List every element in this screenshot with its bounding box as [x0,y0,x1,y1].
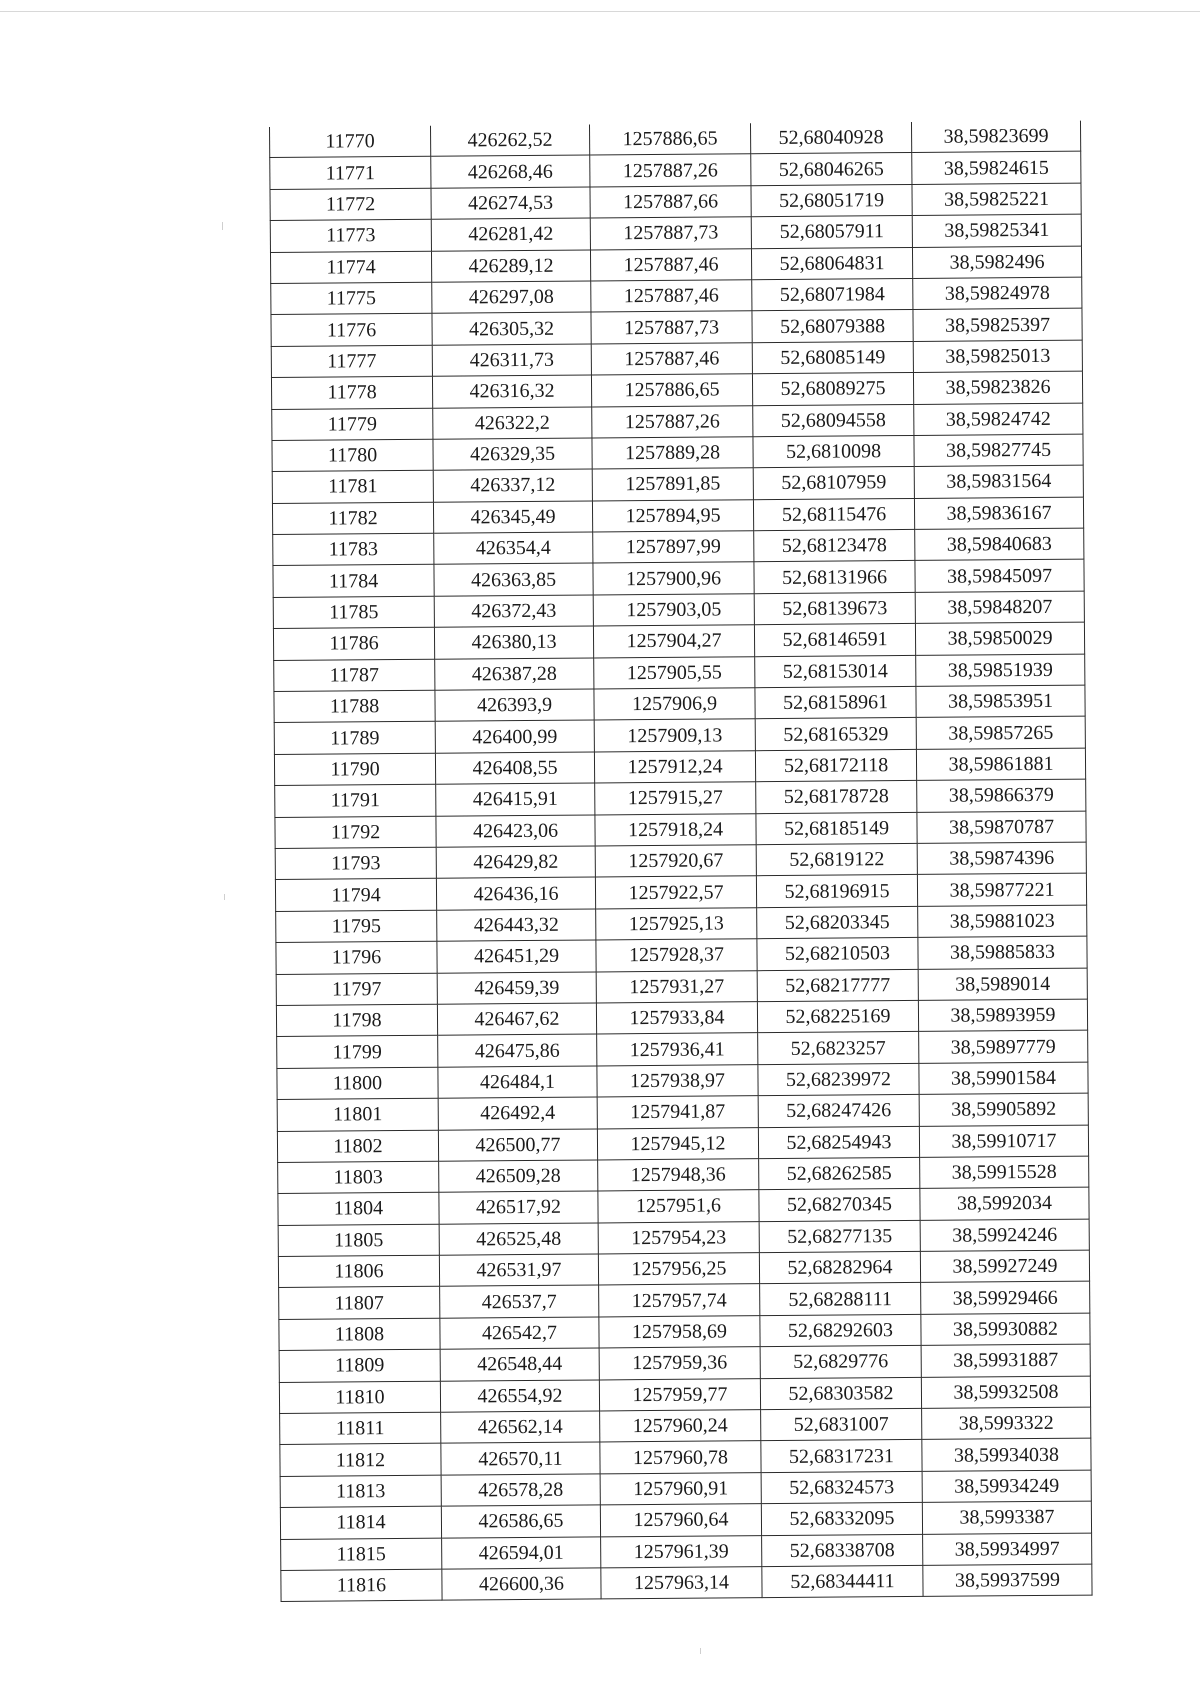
y-coordinate-cell: 1257958,69 [599,1316,760,1349]
point-number-cell: 11800 [277,1067,438,1100]
latitude-cell: 52,68203345 [757,906,918,939]
latitude-cell: 52,68165329 [755,718,916,751]
y-coordinate-cell: 1257909,13 [594,719,755,752]
x-coordinate-cell: 426562,14 [441,1411,600,1444]
longitude-cell: 38,59823826 [913,371,1082,404]
point-number-cell: 11770 [269,126,430,158]
longitude-cell: 38,59825397 [913,308,1082,341]
x-coordinate-cell: 426387,28 [435,658,594,691]
latitude-cell: 52,68131966 [754,561,915,594]
longitude-cell: 38,59825013 [913,340,1082,373]
latitude-cell: 52,68277135 [759,1220,920,1253]
point-number-cell: 11802 [277,1130,438,1163]
latitude-cell: 52,68338708 [762,1534,923,1567]
latitude-cell: 52,6829776 [760,1346,921,1379]
y-coordinate-cell: 1257886,65 [591,374,752,407]
y-coordinate-cell: 1257954,23 [598,1221,759,1254]
latitude-cell: 52,68085149 [752,341,913,374]
x-coordinate-cell: 426459,39 [437,972,596,1005]
point-number-cell: 11777 [271,345,432,378]
y-coordinate-cell: 1257904,27 [593,625,754,658]
latitude-cell: 52,68172118 [755,749,916,782]
scan-speck [224,894,225,900]
latitude-cell: 52,68282964 [759,1251,920,1284]
longitude-cell: 38,59825341 [912,214,1081,247]
y-coordinate-cell: 1257915,27 [595,782,756,815]
latitude-cell: 52,68185149 [756,812,917,845]
latitude-cell: 52,68115476 [753,498,914,531]
y-coordinate-cell: 1257887,66 [590,185,751,218]
point-number-cell: 11793 [275,847,436,880]
point-number-cell: 11792 [275,816,436,849]
point-number-cell: 11791 [275,784,436,817]
y-coordinate-cell: 1257956,25 [598,1253,759,1286]
point-number-cell: 11798 [276,1004,437,1037]
longitude-cell: 38,59857265 [916,717,1085,750]
longitude-cell: 38,59824742 [914,403,1083,436]
point-number-cell: 11809 [279,1349,440,1382]
latitude-cell: 52,6810098 [753,435,914,468]
latitude-cell: 52,68040928 [750,122,911,154]
longitude-cell: 38,5993322 [922,1407,1091,1440]
coordinates-table-body [269,121,1092,1602]
point-number-cell: 11788 [274,690,435,723]
latitude-cell: 52,68247426 [758,1095,919,1128]
longitude-cell: 38,59824978 [913,277,1082,310]
y-coordinate-cell: 1257912,24 [594,751,755,784]
longitude-cell: 38,59905892 [919,1093,1088,1126]
point-number-cell: 11784 [273,565,434,598]
y-coordinate-cell: 1257928,37 [596,939,757,972]
latitude-cell: 52,68139673 [754,592,915,625]
point-number-cell: 11781 [272,471,433,504]
point-number-cell: 11803 [278,1161,439,1194]
y-coordinate-cell: 1257941,87 [597,1096,758,1129]
longitude-cell: 38,59850029 [915,622,1084,655]
latitude-cell: 52,68178728 [756,781,917,814]
x-coordinate-cell: 426517,92 [439,1191,598,1224]
table-row [281,1564,1092,1602]
latitude-cell: 52,68217777 [757,969,918,1002]
latitude-cell: 52,68317231 [761,1440,922,1473]
x-coordinate-cell: 426542,7 [440,1317,599,1350]
latitude-cell: 52,68057911 [751,216,912,249]
longitude-cell: 38,59929466 [921,1282,1090,1315]
x-coordinate-cell: 426492,4 [438,1097,597,1130]
latitude-cell: 52,68254943 [758,1126,919,1159]
x-coordinate-cell: 426400,99 [435,720,594,753]
point-number-cell: 11790 [274,753,435,786]
point-number-cell: 11805 [278,1224,439,1257]
latitude-cell: 52,68094558 [753,404,914,437]
y-coordinate-cell: 1257887,26 [590,154,751,187]
latitude-cell: 52,68344411 [762,1565,923,1598]
longitude-cell: 38,59827745 [914,434,1083,467]
y-coordinate-cell: 1257922,57 [595,876,756,909]
point-number-cell: 11797 [276,973,437,1006]
x-coordinate-cell: 426329,35 [433,438,592,471]
latitude-cell: 52,68270345 [759,1189,920,1222]
point-number-cell: 11773 [270,219,431,252]
y-coordinate-cell: 1257897,99 [593,531,754,564]
latitude-cell: 52,6819122 [756,843,917,876]
x-coordinate-cell: 426408,55 [435,752,594,785]
x-coordinate-cell: 426423,06 [436,815,595,848]
latitude-cell: 52,68123478 [754,530,915,563]
latitude-cell: 52,68153014 [755,655,916,688]
point-number-cell: 11789 [274,722,435,755]
latitude-cell: 52,6831007 [761,1408,922,1441]
y-coordinate-cell: 1257963,14 [601,1567,762,1600]
point-number-cell: 11778 [271,376,432,409]
point-number-cell: 11801 [277,1098,438,1131]
y-coordinate-cell: 1257889,28 [592,437,753,470]
x-coordinate-cell: 426443,32 [437,909,596,942]
x-coordinate-cell: 426578,28 [441,1474,600,1507]
latitude-cell: 52,68089275 [752,373,913,406]
y-coordinate-cell: 1257887,46 [591,280,752,313]
longitude-cell: 38,59824615 [912,152,1081,185]
x-coordinate-cell: 426500,77 [438,1128,597,1161]
x-coordinate-cell: 426594,01 [442,1537,601,1570]
longitude-cell: 38,5989014 [918,968,1087,1001]
latitude-cell: 52,68332095 [761,1503,922,1536]
latitude-cell: 52,68288111 [760,1283,921,1316]
longitude-cell: 38,59866379 [917,779,1086,812]
y-coordinate-cell: 1257887,46 [591,342,752,375]
y-coordinate-cell: 1257906,9 [594,688,755,721]
x-coordinate-cell: 426554,92 [440,1380,599,1413]
longitude-cell: 38,59924246 [920,1219,1089,1252]
point-number-cell: 11771 [270,157,431,190]
point-number-cell: 11772 [270,188,431,221]
point-number-cell: 11780 [272,439,433,472]
longitude-cell: 38,59910717 [919,1125,1088,1158]
latitude-cell: 52,68158961 [755,686,916,719]
point-number-cell: 11816 [281,1569,442,1602]
y-coordinate-cell: 1257887,73 [591,311,752,344]
longitude-cell: 38,59937599 [923,1564,1092,1597]
point-number-cell: 11808 [279,1318,440,1351]
longitude-cell: 38,59893959 [918,999,1087,1032]
x-coordinate-cell: 426372,43 [434,595,593,628]
x-coordinate-cell: 426297,08 [432,281,591,314]
point-number-cell: 11774 [270,251,431,284]
longitude-cell: 38,59853951 [916,685,1085,718]
y-coordinate-cell: 1257960,24 [600,1410,761,1443]
y-coordinate-cell: 1257903,05 [593,594,754,627]
longitude-cell: 38,59823699 [911,121,1080,153]
longitude-cell: 38,59836167 [914,497,1083,530]
x-coordinate-cell: 426262,52 [430,124,589,156]
longitude-cell: 38,59885833 [918,936,1087,969]
latitude-cell: 52,68225169 [757,1000,918,1033]
longitude-cell: 38,59881023 [918,905,1087,938]
scan-speck [222,222,223,230]
longitude-cell: 38,5982496 [912,246,1081,279]
y-coordinate-cell: 1257900,96 [593,562,754,595]
longitude-cell: 38,59934997 [923,1533,1092,1566]
longitude-cell: 38,59848207 [915,591,1084,624]
y-coordinate-cell: 1257891,85 [592,468,753,501]
point-number-cell: 11794 [275,879,436,912]
y-coordinate-cell: 1257933,84 [596,1002,757,1035]
y-coordinate-cell: 1257894,95 [592,499,753,532]
y-coordinate-cell: 1257886,65 [589,123,750,155]
point-number-cell: 11787 [274,659,435,692]
y-coordinate-cell: 1257887,46 [590,248,751,281]
longitude-cell: 38,59901584 [919,1062,1088,1095]
point-number-cell: 11812 [280,1444,441,1477]
point-number-cell: 11779 [272,408,433,441]
y-coordinate-cell: 1257951,6 [598,1190,759,1223]
scan-speck [700,1648,701,1654]
point-number-cell: 11807 [279,1287,440,1320]
x-coordinate-cell: 426322,2 [433,406,592,439]
longitude-cell: 38,59927249 [920,1250,1089,1283]
point-number-cell: 11786 [273,627,434,660]
longitude-cell: 38,5992034 [920,1187,1089,1220]
y-coordinate-cell: 1257960,91 [600,1472,761,1505]
longitude-cell: 38,59825221 [912,183,1081,216]
point-number-cell: 11804 [278,1192,439,1225]
y-coordinate-cell: 1257960,78 [600,1441,761,1474]
point-number-cell: 11785 [273,596,434,629]
latitude-cell: 52,68292603 [760,1314,921,1347]
longitude-cell: 38,59851939 [916,654,1085,687]
latitude-cell: 52,68051719 [751,184,912,217]
point-number-cell: 11811 [280,1412,441,1445]
y-coordinate-cell: 1257945,12 [597,1127,758,1160]
x-coordinate-cell: 426316,32 [432,375,591,408]
point-number-cell: 11799 [277,1036,438,1069]
x-coordinate-cell: 426531,97 [439,1254,598,1287]
y-coordinate-cell: 1257918,24 [595,813,756,846]
point-number-cell: 11795 [276,910,437,943]
longitude-cell: 38,59931887 [921,1344,1090,1377]
x-coordinate-cell: 426509,28 [439,1160,598,1193]
y-coordinate-cell: 1257936,41 [597,1033,758,1066]
longitude-cell: 38,59831564 [914,465,1083,498]
point-number-cell: 11783 [273,533,434,566]
x-coordinate-cell: 426484,1 [438,1066,597,1099]
x-coordinate-cell: 426415,91 [436,783,595,816]
latitude-cell: 52,68210503 [757,938,918,971]
latitude-cell: 52,68239972 [758,1063,919,1096]
longitude-cell: 38,59932508 [921,1376,1090,1409]
point-number-cell: 11782 [272,502,433,535]
y-coordinate-cell: 1257938,97 [597,1064,758,1097]
point-number-cell: 11775 [271,282,432,315]
longitude-cell: 38,59934038 [922,1438,1091,1471]
point-number-cell: 11796 [276,941,437,974]
x-coordinate-cell: 426475,86 [438,1034,597,1067]
x-coordinate-cell: 426345,49 [433,501,592,534]
y-coordinate-cell: 1257920,67 [595,845,756,878]
point-number-cell: 11813 [280,1475,441,1508]
latitude-cell: 52,68064831 [751,247,912,280]
point-number-cell: 11810 [279,1381,440,1414]
longitude-cell: 38,59877221 [917,873,1086,906]
latitude-cell: 52,6823257 [758,1032,919,1065]
x-coordinate-cell: 426525,48 [439,1223,598,1256]
x-coordinate-cell: 426586,65 [441,1505,600,1538]
longitude-cell: 38,59870787 [917,811,1086,844]
longitude-cell: 38,59845097 [915,560,1084,593]
x-coordinate-cell: 426436,16 [436,877,595,910]
x-coordinate-cell: 426354,4 [434,532,593,565]
y-coordinate-cell: 1257959,36 [599,1347,760,1380]
x-coordinate-cell: 426570,11 [441,1442,600,1475]
coordinates-table [269,121,1093,1603]
x-coordinate-cell: 426274,53 [431,187,590,220]
y-coordinate-cell: 1257887,26 [592,405,753,438]
latitude-cell: 52,68324573 [761,1471,922,1504]
longitude-cell: 38,5993387 [922,1501,1091,1534]
y-coordinate-cell: 1257960,64 [600,1504,761,1537]
y-coordinate-cell: 1257887,73 [590,217,751,250]
latitude-cell: 52,68303582 [760,1377,921,1410]
x-coordinate-cell: 426268,46 [431,155,590,188]
x-coordinate-cell: 426393,9 [435,689,594,722]
y-coordinate-cell: 1257961,39 [601,1535,762,1568]
latitude-cell: 52,68196915 [756,875,917,908]
longitude-cell: 38,59934249 [922,1470,1091,1503]
longitude-cell: 38,59897779 [919,1030,1088,1063]
latitude-cell: 52,68046265 [751,153,912,186]
point-number-cell: 11806 [278,1255,439,1288]
x-coordinate-cell: 426380,13 [434,626,593,659]
scan-top-edge [0,11,1200,12]
x-coordinate-cell: 426337,12 [433,469,592,502]
longitude-cell: 38,59874396 [917,842,1086,875]
longitude-cell: 38,59915528 [920,1156,1089,1189]
x-coordinate-cell: 426363,85 [434,563,593,596]
point-number-cell: 11814 [280,1506,441,1539]
y-coordinate-cell: 1257959,77 [599,1378,760,1411]
latitude-cell: 52,68079388 [752,310,913,343]
x-coordinate-cell: 426467,62 [437,1003,596,1036]
y-coordinate-cell: 1257905,55 [594,656,755,689]
latitude-cell: 52,68107959 [753,467,914,500]
x-coordinate-cell: 426600,36 [442,1568,601,1601]
y-coordinate-cell: 1257925,13 [596,907,757,940]
point-number-cell: 11776 [271,314,432,347]
x-coordinate-cell: 426281,42 [431,218,590,251]
x-coordinate-cell: 426537,7 [440,1285,599,1318]
longitude-cell: 38,59930882 [921,1313,1090,1346]
longitude-cell: 38,59840683 [915,528,1084,561]
x-coordinate-cell: 426429,82 [436,846,595,879]
x-coordinate-cell: 426548,44 [440,1348,599,1381]
latitude-cell: 52,68071984 [752,278,913,311]
latitude-cell: 52,68262585 [759,1157,920,1190]
x-coordinate-cell: 426289,12 [431,250,590,283]
x-coordinate-cell: 426305,32 [432,312,591,345]
y-coordinate-cell: 1257931,27 [596,970,757,1003]
longitude-cell: 38,59861881 [916,748,1085,781]
x-coordinate-cell: 426311,73 [432,344,591,377]
latitude-cell: 52,68146591 [754,624,915,657]
point-number-cell: 11815 [281,1538,442,1571]
y-coordinate-cell: 1257957,74 [599,1284,760,1317]
x-coordinate-cell: 426451,29 [437,940,596,973]
y-coordinate-cell: 1257948,36 [598,1159,759,1192]
